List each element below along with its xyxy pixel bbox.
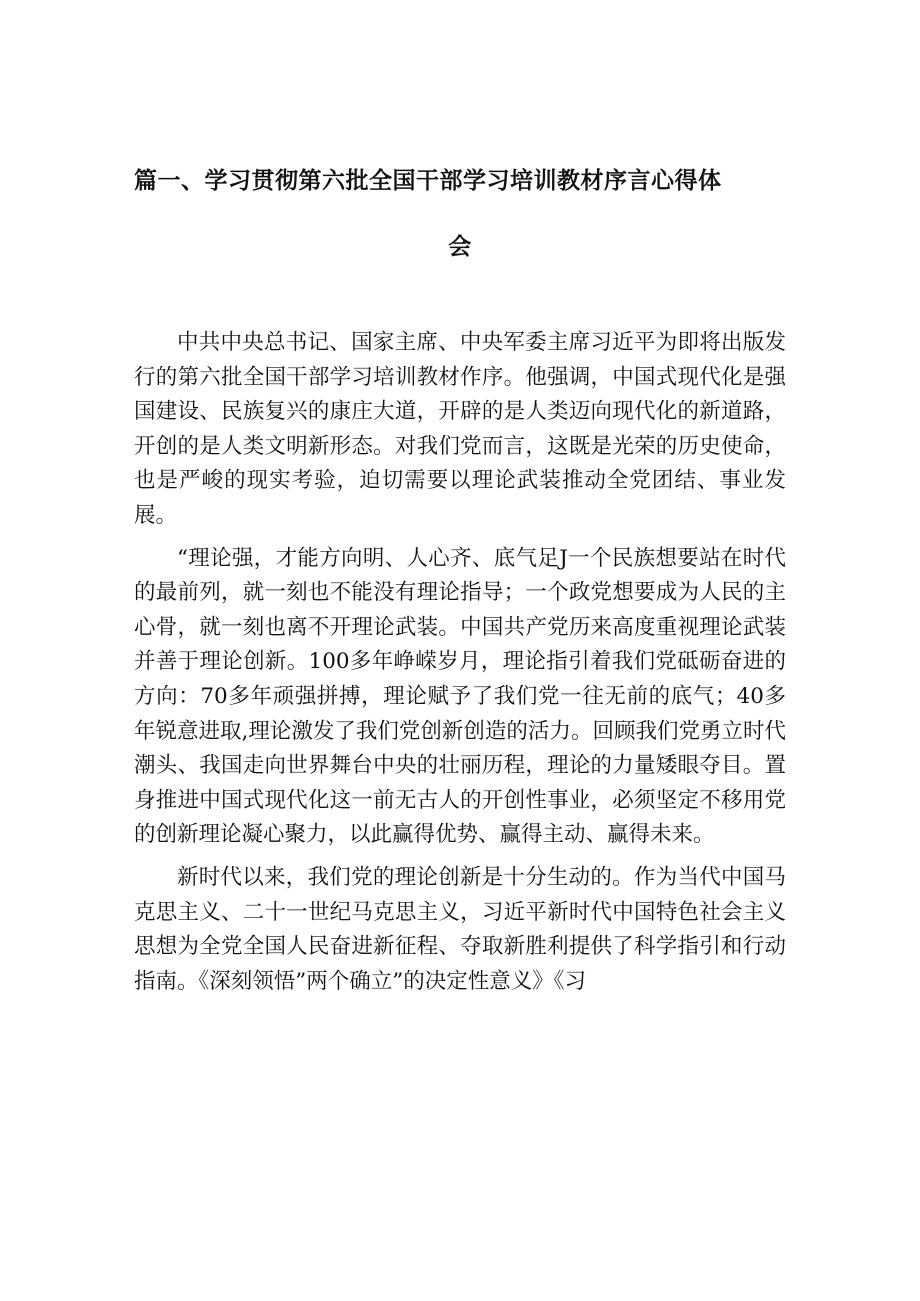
paragraph-3: 新时代以来，我们党的理论创新是十分生动的。作为当代中国马克思主义、二十一世纪马克思主义，习近平新时代中国特色社会主义思想为全党全国人民奋进新征程、夺取新胜利提供了科学指引和行动指南。《深刻领悟”两个确立”的决定性意义》《习 <box>134 864 786 994</box>
paragraph-2: “理论强，才能方向明、人心齐、底气足J一个民族想要站在时代的最前列，就一刻也不能没有理论指导；一个政党想要成为人民的主心骨，就一刻也离不开理论武装。中国共产党历来高度重视理论武装并善于理论创新。100多年峥嵘岁月，理论指引着我们党砥砺奋进的方向：70多年顽强拼搏，理论赋予了我们党一往无前的底气；40多年锐意进取,理论激发了我们党创新创造的活力。回顾我们党勇立时代潮头、我国走向世界舞台中央的壮丽历程，理论的力量矮眼夺目。置身推进中国式现代化这一前无古人的开创性事业，必须坚定不移用党的创新理论凝心聚力，以此赢得优势、赢得主动、赢得未来。 <box>134 545 786 848</box>
document-title-line-1: 篇一、学习贯彻第六批全国干部学习培训教材序言心得体 <box>134 168 722 194</box>
paragraph-1: 中共中央总书记、国家主席、中央军委主席习近平为即将出版发行的第六批全国干部学习培训教材作序。他强调，中国式现代化是强国建设、民族复兴的康庄大道，开辟的是人类迈向现代化的新道路，开创的是人类文明新形态。对我们党而言，这既是光荣的历史使命，也是严峻的现实考验，迫切需要以理论武装推动全党团结、事业发展。 <box>134 330 786 528</box>
document-body <box>134 326 786 1007</box>
document-title-line-2: 会 <box>448 234 472 260</box>
